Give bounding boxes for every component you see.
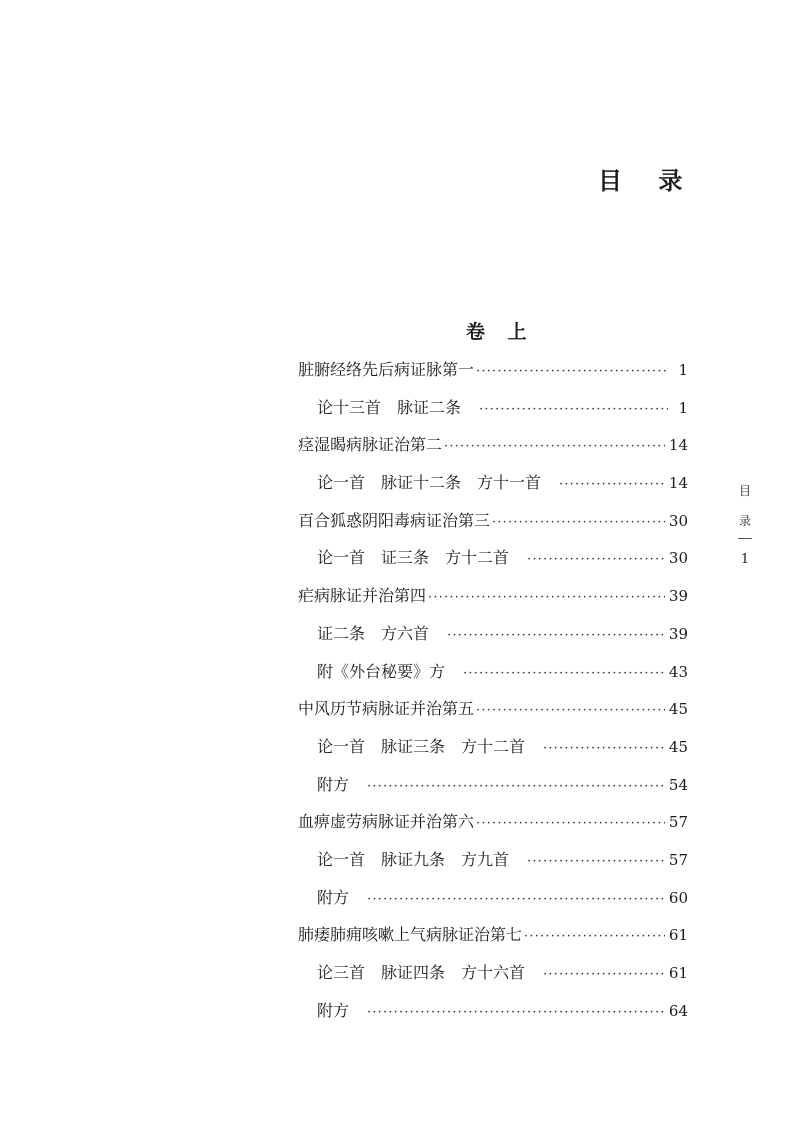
toc-entry[interactable] — [298, 502, 688, 540]
toc-subentry-title: 论一首 脉证三条 方十二首 — [317, 736, 526, 756]
toc-leader-dots — [476, 805, 665, 843]
toc-page-number: 45 — [668, 737, 688, 756]
toc-page-number: 1 — [678, 361, 688, 379]
toc-leader-dots — [479, 391, 668, 429]
toc-leader-dots — [367, 768, 665, 806]
toc-subentry-title: 附《外台秘要》方 — [317, 661, 446, 681]
toc-subentry[interactable] — [298, 728, 688, 766]
toc-page-number: 39 — [668, 587, 688, 606]
toc-page-number: 43 — [668, 662, 688, 681]
toc-leader-dots — [367, 881, 665, 919]
toc-subentry[interactable] — [298, 992, 688, 1030]
toc-subentry-title: 论三首 脉证四条 方十六首 — [317, 963, 526, 982]
toc-page-number: 14 — [668, 436, 688, 455]
toc-subentry-title: 论一首 脉证九条 方九首 — [317, 849, 510, 869]
toc-leader-dots — [527, 843, 665, 881]
toc-subentry-title: 论十三首 脉证二条 — [317, 397, 462, 417]
toc-subentry-title: 证二条 方六首 — [317, 623, 430, 643]
toc-entry-title: 脏腑经络先后病证脉第一 — [298, 360, 475, 379]
toc-leader-dots — [428, 579, 665, 617]
toc-entry[interactable] — [298, 690, 688, 728]
toc-leader-dots — [492, 504, 665, 542]
toc-subentry-title: 附方 — [317, 1000, 350, 1020]
toc-entry-title: 肺痿肺痈咳嗽上气病脉证治第七 — [298, 925, 523, 945]
toc-leader-dots — [444, 428, 665, 466]
toc-subentry[interactable] — [298, 464, 688, 502]
toc-entry[interactable] — [298, 577, 688, 615]
side-tab — [735, 482, 755, 569]
toc-subentry[interactable] — [298, 653, 688, 691]
toc-leader-dots — [559, 466, 665, 504]
volume-title: 卷 上 — [466, 321, 535, 343]
toc-entry-title: 血痹虚劳病脉证并治第六 — [298, 812, 475, 832]
toc-page-number: 14 — [668, 474, 688, 493]
toc-entry[interactable] — [298, 426, 688, 464]
toc-subentry-title: 论一首 脉证十二条 方十一首 — [317, 473, 542, 493]
toc-leader-dots — [447, 617, 665, 655]
side-tab-page-number: 1 — [740, 552, 750, 567]
toc-leader-dots — [527, 541, 665, 579]
toc-entry[interactable] — [298, 803, 688, 841]
toc-leader-dots — [463, 655, 665, 693]
side-tab-char: 录 — [738, 514, 751, 528]
toc-leader-dots — [543, 956, 665, 994]
toc-subentry[interactable] — [298, 766, 688, 804]
page-title: 目 录 — [598, 166, 697, 195]
toc-subentry[interactable] — [298, 879, 688, 917]
toc-subentry-title: 附方 — [317, 774, 350, 794]
toc-entry[interactable] — [298, 351, 688, 389]
toc-entry[interactable] — [298, 916, 688, 954]
toc-page-number: 61 — [668, 964, 688, 982]
toc-subentry[interactable] — [298, 841, 688, 879]
toc-page-number: 57 — [668, 813, 688, 832]
toc-page-number: 39 — [668, 624, 688, 643]
toc-page-number: 1 — [678, 398, 688, 417]
toc-entry-title: 痉湿暍病脉证治第二 — [298, 435, 443, 455]
side-tab-char: 目 — [738, 484, 751, 498]
toc-leader-dots — [367, 994, 665, 1032]
toc-leader-dots — [543, 730, 665, 768]
toc-page-number: 54 — [668, 775, 688, 794]
toc-entry-title: 百合狐惑阴阳毒病证治第三 — [298, 510, 491, 530]
toc-entry-title: 疟病脉证并治第四 — [298, 586, 427, 606]
toc-leader-dots — [476, 692, 665, 730]
toc-leader-dots — [476, 353, 668, 391]
toc-subentry[interactable] — [298, 954, 688, 992]
toc-entry-title: 中风历节病脉证并治第五 — [298, 699, 475, 719]
toc-subentry[interactable] — [298, 389, 688, 427]
side-tab-divider — [738, 538, 752, 539]
toc-page-number: 64 — [668, 1001, 688, 1020]
toc-leader-dots — [524, 918, 665, 956]
toc-subentry-title: 附方 — [317, 887, 350, 907]
toc-subentry[interactable] — [298, 615, 688, 653]
toc-subentry-title: 论一首 证三条 方十二首 — [317, 548, 510, 568]
toc-subentry[interactable] — [298, 539, 688, 577]
table-of-contents — [298, 351, 688, 1029]
toc-page-number: 57 — [668, 850, 688, 869]
toc-page-number: 60 — [668, 888, 688, 907]
toc-page-number: 30 — [668, 511, 688, 530]
toc-page-number: 45 — [668, 700, 688, 719]
toc-page-number: 61 — [668, 926, 688, 945]
toc-page-number: 30 — [668, 549, 688, 568]
